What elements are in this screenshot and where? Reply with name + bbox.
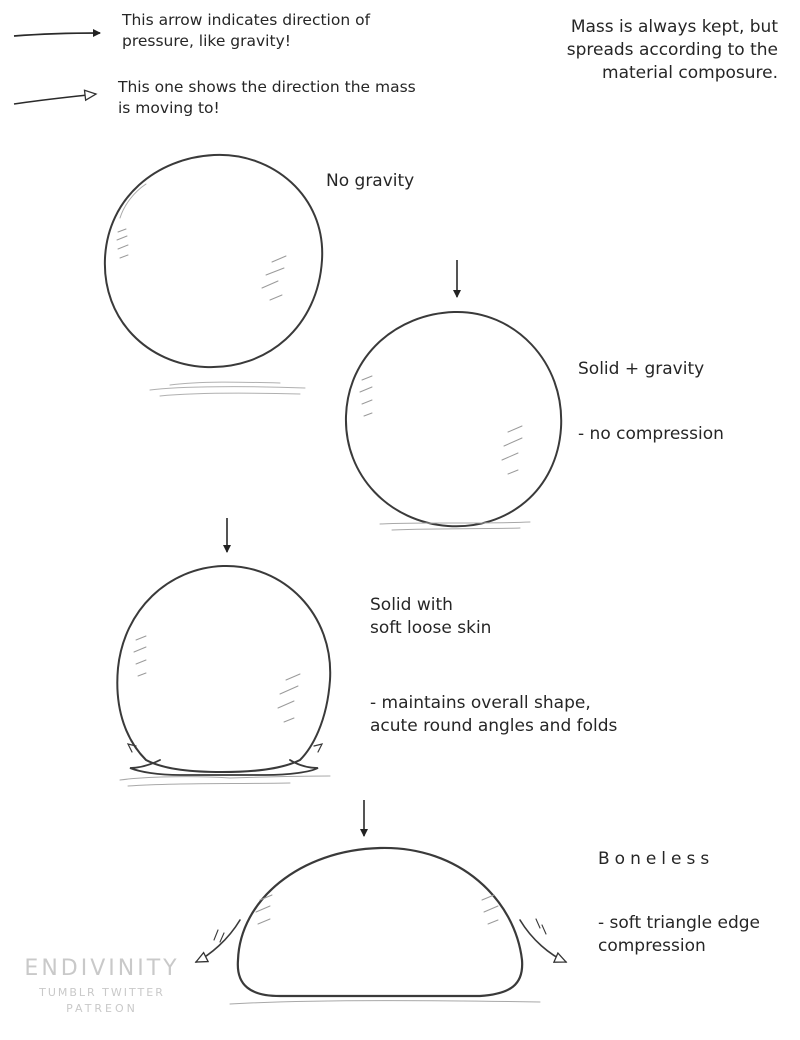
watermark-patreon: PATREON — [66, 1002, 138, 1015]
sphere-no-gravity — [105, 155, 322, 396]
stage-note-boneless: - soft triangle edge compression — [598, 913, 760, 956]
pressure-arrow-icon — [14, 33, 100, 36]
stage-title-solid-gravity: Solid + gravity — [578, 359, 705, 379]
sphere-solid-gravity — [346, 312, 561, 530]
stage-title-boneless: Boneless — [598, 849, 715, 869]
mass-direction-arrow-icon — [14, 94, 96, 104]
watermark-name: ENDIVINITY — [24, 956, 180, 981]
mass-arrow-legend: This one shows the direction the mass is moving to! — [118, 78, 416, 117]
header-note: Mass is always kept, but spreads according to the material composure. — [566, 17, 778, 83]
pressure-arrow-legend: This arrow indicates direction of pressure, like gravity! — [122, 11, 371, 50]
stage-title-no-gravity: No gravity — [326, 171, 415, 191]
stage-note-solid-gravity: - no compression — [578, 424, 724, 444]
watermark-links: TUMBLR TWITTER — [39, 986, 165, 999]
boneless-blob — [196, 848, 566, 1004]
stage-title-soft-skin: Solid with soft loose skin — [370, 595, 492, 638]
sphere-soft-skin — [117, 566, 330, 786]
stage-note-soft-skin: - maintains overall shape, acute round angles and folds — [370, 693, 618, 736]
